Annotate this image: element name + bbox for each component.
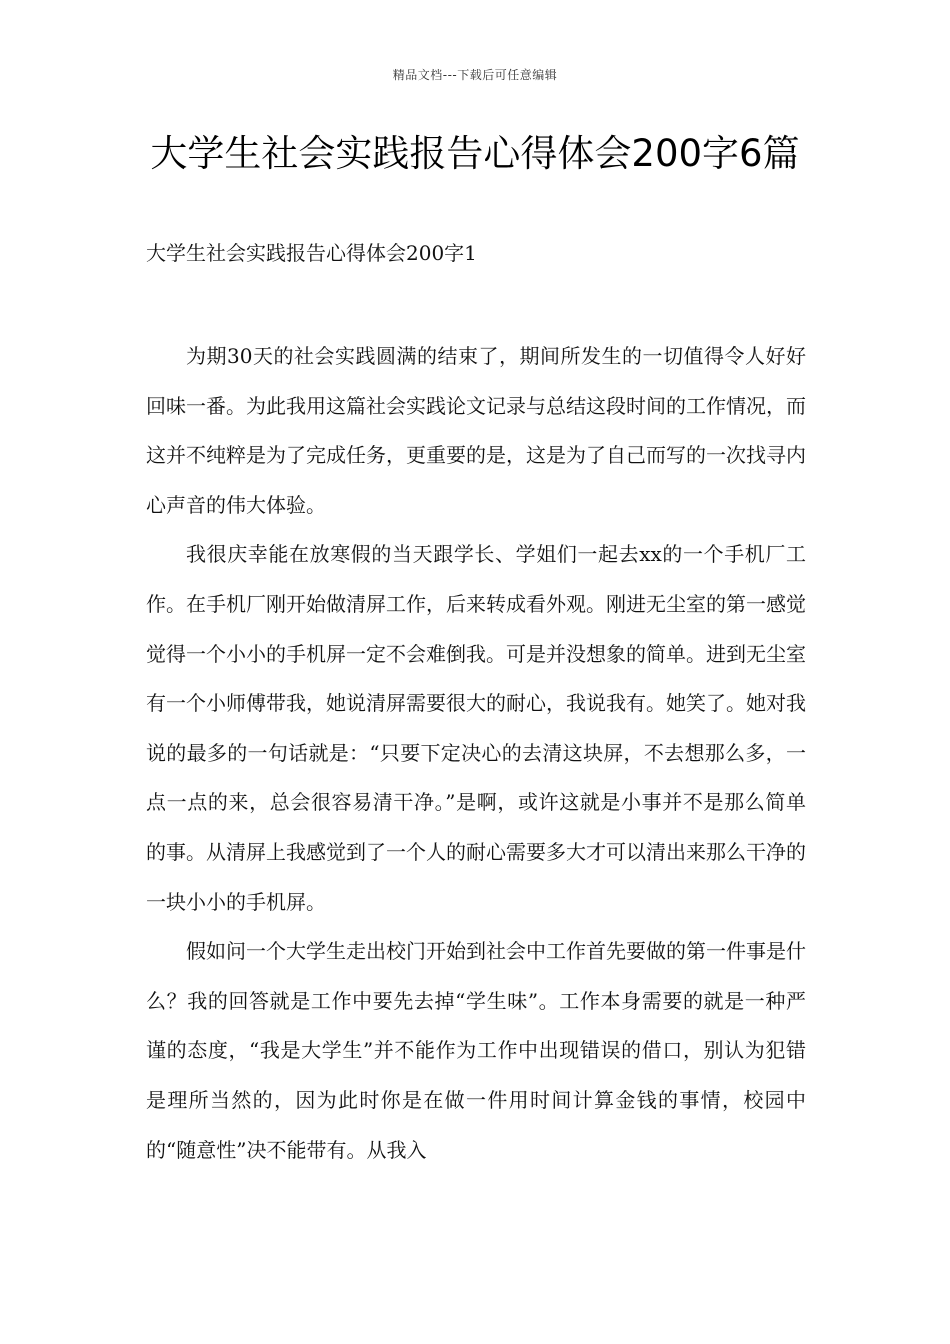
document-body: [146, 332, 806, 1175]
page-header-note: 精品文档---下载后可任意编辑: [392, 68, 558, 82]
body-paragraph: 为期30天的社会实践圆满的结束了，期间所发生的一切值得令人好好回味一番。为此我用这篇社会实践论文记录与总结这段时间的工作情况，而这并不纯粹是为了完成任务，更重要的是，这是为了自己而写的一次找寻内心声音的伟大体验。: [146, 344, 806, 517]
document-title: 大学生社会实践报告心得体会200字6篇: [150, 132, 800, 175]
body-paragraph: 我很庆幸能在放寒假的当天跟学长、学姐们一起去xx的一个手机厂工作。在手机厂刚开始做清屏工作，后来转成看外观。刚进无尘室的第一感觉觉得一个小小的手机屏一定不会难倒我。可是并没想象的简单。进到无尘室有一个小师傅带我，她说清屏需要很大的耐心，我说我有。她笑了。她对我说的最多的一句话就是：“只要下定决心的去清这块屏，不去想那么多，一点一点的来，总会很容易清干净。”是啊，或许这就是小事并不是那么简单的事。从清屏上我感觉到了一个人的耐心需要多大才可以清出来那么干净的一块小小的手机屏。: [146, 542, 806, 914]
body-paragraph: 假如问一个大学生走出校门开始到社会中工作首先要做的第一件事是什么？我的回答就是工作中要先去掉“学生味”。工作本身需要的就是一种严谨的态度，“我是大学生”并不能作为工作中出现错误的借口，别认为犯错是理所当然的，因为此时你是在做一件用时间计算金钱的事情，校园中的“随意性”决不能带有。从我入: [146, 939, 806, 1162]
section-heading: 大学生社会实践报告心得体会200字1: [146, 241, 477, 265]
